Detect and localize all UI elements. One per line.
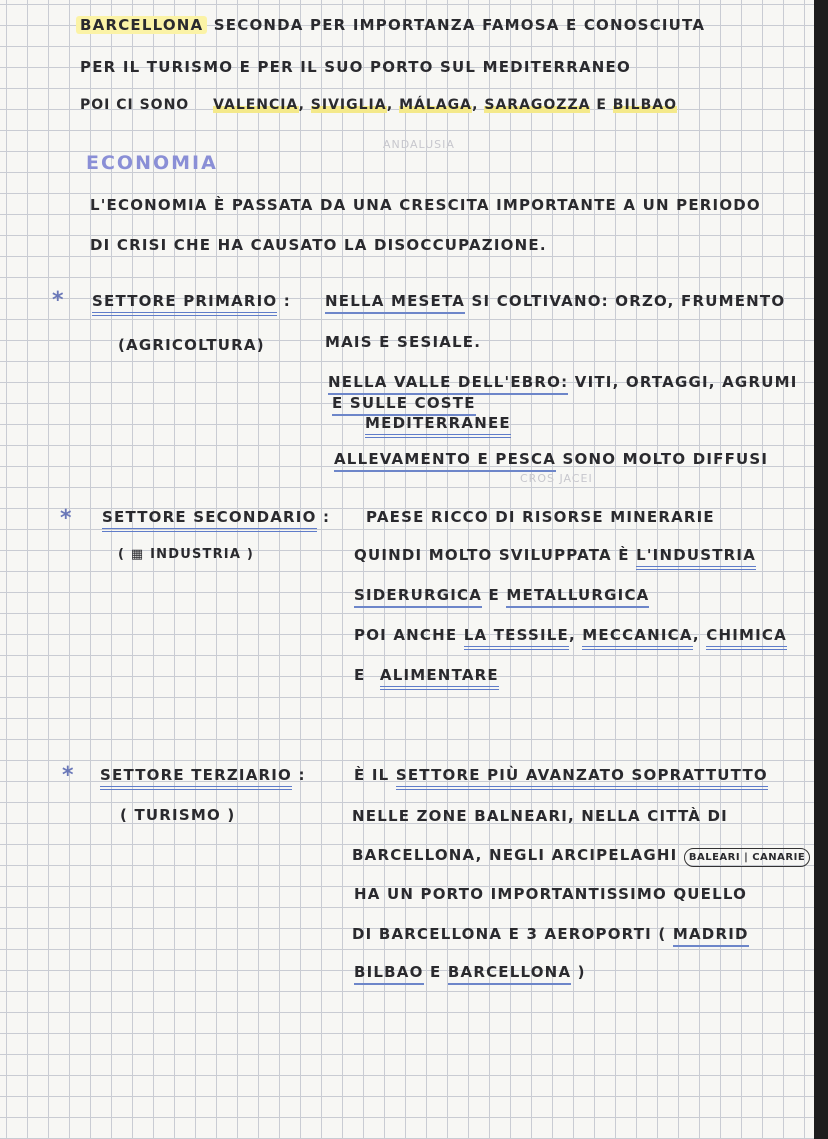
secondario-line-2-pre: QUINDI MOLTO SVILUPPATA È bbox=[354, 546, 630, 564]
secondario-line-5-e: E bbox=[354, 666, 366, 684]
secondario-line-5 bbox=[354, 666, 499, 684]
secondario-tessile: LA TESSILE bbox=[464, 626, 569, 650]
terziario-line-1-pre: È IL bbox=[354, 766, 390, 784]
primario-line-3-rest: VITI, ORTAGGI, AGRUMI bbox=[574, 373, 798, 391]
terziario-canarie: CANARIE bbox=[752, 852, 806, 863]
secondario-line-1: PAESE RICCO DI RISORSE MINERARIE bbox=[366, 508, 715, 526]
bullet-star-icon: * bbox=[52, 288, 64, 313]
bullet-star-icon: * bbox=[60, 506, 72, 531]
secondario-alimentare: ALIMENTARE bbox=[380, 666, 499, 690]
intro-line-1 bbox=[76, 16, 705, 34]
secondario-label-text: SETTORE SECONDARIO bbox=[102, 508, 317, 532]
secondario-metallurgica: METALLURGICA bbox=[506, 586, 649, 608]
faint-note-andalusia: ANDALUSIA bbox=[383, 138, 455, 151]
intro-line-1-rest: SECONDA PER IMPORTANZA FAMOSA E CONOSCIUTA bbox=[213, 16, 706, 34]
economy-line-1: L'ECONOMIA È PASSATA DA UNA CRESCITA IMPORTANTE A UN PERIODO bbox=[90, 196, 761, 214]
primario-mediterranee: MEDITERRANEE bbox=[365, 414, 511, 438]
secondario-chimica: CHIMICA bbox=[706, 626, 787, 650]
primario-line-6 bbox=[334, 450, 768, 468]
bullet-star-icon: * bbox=[62, 763, 74, 788]
secondario-line-2 bbox=[354, 546, 756, 564]
primario-line-6-rest: SONO MOLTO DIFFUSI bbox=[562, 450, 769, 468]
terziario-label: SETTORE TERZIARIO : bbox=[100, 766, 306, 784]
highlight-barcellona: BARCELLONA bbox=[76, 16, 207, 34]
terziario-line-5: DI BARCELLONA E 3 AEROPORTI ( MADRID bbox=[352, 925, 749, 943]
terziario-line-3-text: BARCELLONA, NEGLI ARCIPELAGHI bbox=[352, 846, 678, 864]
primario-label-text: SETTORE PRIMARIO bbox=[92, 292, 277, 316]
factory-icon: ▦ bbox=[130, 547, 145, 562]
secondario-line-3 bbox=[354, 586, 649, 604]
city-siviglia: SIVIGLIA bbox=[310, 97, 387, 113]
city-valencia: VALENCIA bbox=[213, 97, 299, 113]
terziario-line-6-e: E bbox=[430, 963, 442, 981]
intro-line-2: PER IL TURISMO E PER IL SUO PORTO SUL MEDITERRANEO bbox=[80, 58, 631, 76]
primario-line-3 bbox=[328, 373, 797, 391]
terziario-barcellona: BARCELLONA bbox=[448, 963, 571, 985]
terziario-sub: ( TURISMO ) bbox=[120, 806, 236, 824]
city-malaga: MÁLAGA bbox=[399, 97, 473, 113]
primario-coste: E SULLE COSTE bbox=[332, 394, 476, 416]
terziario-line-6: BILBAO E BARCELLONA ) bbox=[354, 963, 586, 981]
primario-line-1 bbox=[325, 292, 785, 310]
secondario-line-4-pre: POI ANCHE bbox=[354, 626, 458, 644]
secondario-sub: ( ▦ INDUSTRIA ) bbox=[118, 547, 254, 562]
terziario-label-text: SETTORE TERZIARIO bbox=[100, 766, 292, 790]
secondario-sub-text: INDUSTRIA bbox=[150, 547, 242, 562]
primario-meseta: NELLA MESETA bbox=[325, 292, 465, 314]
city-saragozza: SARAGOZZA bbox=[484, 97, 591, 113]
secondario-meccanica: MECCANICA bbox=[582, 626, 693, 650]
terziario-avanzato: SETTORE PIÙ AVANZATO SOPRATTUTTO bbox=[396, 766, 768, 790]
economy-title: ECONOMIA bbox=[86, 152, 218, 174]
terziario-sub-text: TURISMO bbox=[134, 806, 221, 824]
terziario-line-4: HA UN PORTO IMPORTANTISSIMO QUELLO bbox=[354, 885, 748, 903]
primario-line-2: MAIS E SESIALE. bbox=[325, 333, 482, 351]
intro-and-word: E bbox=[596, 97, 607, 113]
intro-line-3-prefix: POI CI SONO bbox=[80, 97, 190, 113]
primario-line-5 bbox=[365, 414, 511, 432]
primario-label: SETTORE PRIMARIO : bbox=[92, 292, 291, 310]
terziario-line-5-text: DI BARCELLONA E 3 AEROPORTI bbox=[352, 925, 652, 943]
terziario-line-3 bbox=[352, 846, 810, 864]
terziario-parenthetical: BALEARI | CANARIE bbox=[684, 848, 810, 867]
primario-sub: (AGRICOLTURA) bbox=[118, 336, 265, 354]
terziario-madrid: MADRID bbox=[673, 925, 749, 947]
terziario-bilbao: BILBAO bbox=[354, 963, 424, 985]
primario-allevamento: ALLEVAMENTO E PESCA bbox=[334, 450, 556, 472]
terziario-line-2: NELLE ZONE BALNEARI, NELLA CITTÀ DI bbox=[352, 807, 728, 825]
page-edge bbox=[814, 0, 828, 1139]
secondario-siderurgica: SIDERURGICA bbox=[354, 586, 482, 608]
economy-line-2: DI CRISI CHE HA CAUSATO LA DISOCCUPAZIONE. bbox=[90, 236, 547, 254]
faint-note-cros: CROS JACEI bbox=[520, 472, 593, 485]
secondario-industria: L'INDUSTRIA bbox=[636, 546, 756, 570]
secondario-label: SETTORE SECONDARIO : bbox=[102, 508, 330, 526]
city-bilbao: BILBAO bbox=[612, 97, 677, 113]
secondario-line-3-e: E bbox=[488, 586, 500, 604]
terziario-line-1 bbox=[354, 766, 768, 784]
primario-line-4 bbox=[332, 394, 476, 412]
secondario-line-4: POI ANCHE LA TESSILE, MECCANICA, CHIMICA bbox=[354, 626, 787, 644]
primario-ebro: NELLA VALLE DELL'EBRO: bbox=[328, 373, 568, 395]
terziario-baleari: BALEARI bbox=[688, 852, 741, 863]
intro-line-3: POI CI SONO VALENCIA, SIVIGLIA, MÁLAGA, SARAGOZZA E BILBAO bbox=[80, 97, 677, 113]
primario-line-1-rest: SI COLTIVANO: ORZO, FRUMENTO bbox=[471, 292, 786, 310]
